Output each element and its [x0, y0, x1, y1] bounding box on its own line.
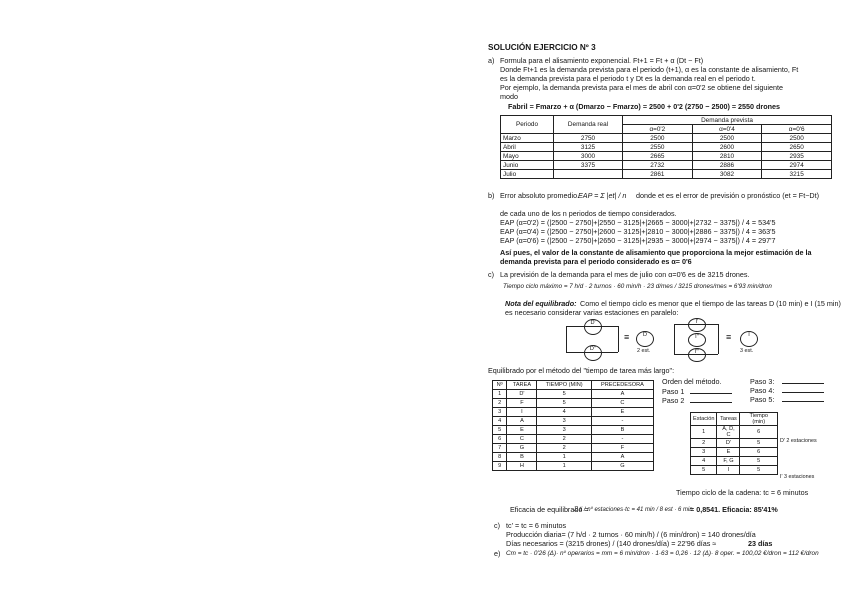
- cell: 5: [537, 390, 591, 399]
- row-period: Julio: [501, 170, 554, 179]
- cell: A, D, C: [717, 426, 740, 439]
- station-table: [690, 412, 778, 475]
- cell: B: [507, 453, 537, 462]
- row-f2: 2810: [692, 152, 762, 161]
- table-row: [691, 426, 778, 439]
- order-paso4: Paso 4:: [750, 386, 775, 395]
- station-d-top: D': [584, 319, 602, 335]
- cell: -: [591, 435, 653, 444]
- cell: 5: [691, 466, 717, 475]
- table-row: [493, 408, 654, 417]
- cell: 6: [740, 426, 778, 439]
- cell: 3: [537, 426, 591, 435]
- task-col-task: TAREA: [507, 381, 537, 390]
- order-title: Orden del método.: [662, 377, 722, 386]
- part-b-formula: EAP = Σ |et| / n: [578, 191, 627, 200]
- part-a-line2: Donde Ft+1 es la demanda prevista para el periodo (t+1), α es la constante de alisamiento, Ft: [500, 65, 799, 74]
- table-row: [501, 152, 832, 161]
- part-b-conclusion2: demanda prevista para el periodo considerado es α= 0'6: [500, 257, 692, 266]
- row-period: Abril: [501, 143, 554, 152]
- i-stations-label: 3 est.: [740, 348, 754, 354]
- cell: D': [717, 439, 740, 448]
- order-paso5: Paso 5:: [750, 395, 775, 404]
- cell: 4: [537, 408, 591, 417]
- cell: G: [591, 462, 653, 471]
- row-f1: 2665: [623, 152, 693, 161]
- table-row: [501, 170, 832, 179]
- cell: B: [591, 426, 653, 435]
- task-table: [492, 380, 654, 471]
- nota-line2: es necesario considerar varias estaciones en paralelo:: [505, 308, 679, 317]
- d-stations-label: 2 est.: [637, 348, 651, 354]
- row-f2: 2500: [692, 134, 762, 143]
- row-real: [554, 170, 623, 179]
- cell: -: [591, 417, 653, 426]
- row-f3: 2974: [762, 161, 832, 170]
- part-b-conclusion1: Así pues, el valor de la constante de alisamiento que proporciona la mejor estimación de la: [500, 248, 812, 257]
- table-row: [493, 417, 654, 426]
- table-row: [493, 444, 654, 453]
- cell: G: [507, 444, 537, 453]
- cell: 7: [493, 444, 507, 453]
- cell: 1: [537, 453, 591, 462]
- cell: 2: [537, 435, 591, 444]
- order-paso1: Paso 1: [662, 387, 685, 396]
- cell: 5: [493, 426, 507, 435]
- cell: 5: [740, 457, 778, 466]
- i-line-left: [674, 324, 675, 354]
- row-period: Mayo: [501, 152, 554, 161]
- tiempo-ciclo-formula: Tiempo ciclo máximo = 7 h/d · 2 turnos · 60 min/h · 23 d/mes / 3215 drones/mes = 6'93 min/dron: [503, 283, 772, 290]
- cell: 2: [493, 399, 507, 408]
- station-i-mid: I'': [688, 333, 706, 347]
- cell: C: [507, 435, 537, 444]
- table-row: [493, 426, 654, 435]
- station-note-i: I' 3 estaciones: [780, 474, 815, 480]
- equals-sign-d: ≡: [624, 332, 630, 342]
- table-row: [691, 457, 778, 466]
- row-f1: 2500: [623, 134, 693, 143]
- task-col-time: TIEMPO (MIN): [537, 381, 591, 390]
- cell: A: [507, 417, 537, 426]
- station-i-bottom: I''': [688, 348, 706, 362]
- part-d-line3-bold: 23 días: [748, 539, 773, 548]
- cell: F: [591, 444, 653, 453]
- cell: C: [591, 399, 653, 408]
- cell: 8: [493, 453, 507, 462]
- i-line-right: [718, 324, 719, 354]
- table-row: [493, 462, 654, 471]
- part-c-label: c): [488, 270, 494, 279]
- order-paso2: Paso 2: [662, 396, 685, 405]
- cell: F: [507, 399, 537, 408]
- row-period: Junio: [501, 161, 554, 170]
- nota-line1: Como el tiempo ciclo es menor que el tiempo de las tareas D (10 min) e I (15 min): [580, 299, 841, 308]
- table-row: [501, 161, 832, 170]
- paso1-line: [690, 393, 732, 394]
- cell: 3: [493, 408, 507, 417]
- row-f2: 2886: [692, 161, 762, 170]
- task-col-num: Nº: [493, 381, 507, 390]
- cell: 1: [493, 390, 507, 399]
- table-row: [691, 466, 778, 475]
- cell: A: [591, 453, 653, 462]
- station-col-time: Tiempo (min): [740, 413, 778, 426]
- cell: 2: [537, 444, 591, 453]
- row-period: Marzo: [501, 134, 554, 143]
- part-e-line: Cm = tc · 0'26 (Δ)· nº operarios = mm = 6 min/dron · 1·63 = 0,26 · 12 (Δ)· 8 oper. = 100,02 €/dron = 112 €/dron: [506, 550, 819, 557]
- cell: 3: [537, 417, 591, 426]
- station-d-bottom: D'': [584, 345, 602, 361]
- row-f3: 2935: [762, 152, 832, 161]
- cell: I: [717, 466, 740, 475]
- part-c-line1: La previsión de la demanda para el mes de julio con α=0'6 es de 3215 drones.: [500, 270, 750, 279]
- eap-alpha-06: EAP (α=0'6) = (|2500 − 2750|+|2650 − 3125|+|2935 − 3000|+|2974 − 3375|) / 4 = 297'7: [500, 236, 776, 245]
- part-a-line4: Por ejemplo, la demanda prevista para el mes de abril con α=0'2 se obtiene del siguiente: [500, 83, 784, 92]
- part-b-line1-rest: donde et es el error de previsión o pronóstico (et = Ft−Dt): [636, 191, 819, 200]
- cell: 4: [691, 457, 717, 466]
- cell: 3: [691, 448, 717, 457]
- col-forecast: Demanda prevista: [623, 116, 832, 125]
- alpha-02: α=0'2: [623, 125, 693, 134]
- row-f2: 2600: [692, 143, 762, 152]
- nota-label: Nota del equilibrado:: [505, 299, 577, 308]
- part-d-line2: Producción diaria= (7 h/d · 2 turnos · 60 min/h) / (6 min/dron) = 140 drones/día: [506, 530, 756, 539]
- cell: I: [507, 408, 537, 417]
- table-row: [691, 448, 778, 457]
- eap-alpha-04: EAP (α=0'4) = (|2500 − 2750|+|2600 − 3125|+|2810 − 3000|+|2886 − 3375|) / 4 = 363'5: [500, 227, 776, 236]
- ciclo-cadena: Tiempo ciclo de la cadena: tc = 6 minutos: [676, 488, 809, 497]
- table-row: [493, 435, 654, 444]
- table-row: [691, 439, 778, 448]
- table-row: [493, 390, 654, 399]
- station-col-station: Estación: [691, 413, 717, 426]
- table-row: [501, 134, 832, 143]
- cell: E: [591, 408, 653, 417]
- row-real: 3000: [554, 152, 623, 161]
- part-b-label: b): [488, 191, 495, 200]
- row-f1: 2732: [623, 161, 693, 170]
- row-f1: 2861: [623, 170, 693, 179]
- part-a-label: a): [488, 56, 495, 65]
- station-i-combined: I: [740, 331, 758, 347]
- eficacia-value: = 0,8541. Eficacia: 85'41%: [690, 505, 778, 514]
- eap-alpha-02: EAP (α=0'2) = (|2500 − 2750|+|2550 − 3125|+|2665 − 3000|+|2732 − 3375|) / 4 = 534'5: [500, 218, 776, 227]
- cell: A: [591, 390, 653, 399]
- alpha-04: α=0'4: [692, 125, 762, 134]
- part-b-line1: Error absoluto promedio.: [500, 191, 580, 200]
- cell: 5: [740, 466, 778, 475]
- row-f3: 2650: [762, 143, 832, 152]
- col-period: Periodo: [501, 116, 554, 134]
- part-a-line1: Formula para el alisamiento exponencial. Ft+1 = Ft + α (Dt − Ft): [500, 56, 704, 65]
- row-f2: 3082: [692, 170, 762, 179]
- cell: 6: [740, 448, 778, 457]
- cell: F, G: [717, 457, 740, 466]
- order-paso3: Paso 3:: [750, 377, 775, 386]
- equals-sign-i: ≡: [726, 332, 732, 342]
- part-b-line2: de cada uno de los n periodos de tiempo considerados.: [500, 209, 677, 218]
- station-i-top: I': [688, 318, 706, 332]
- cell: 5: [537, 399, 591, 408]
- row-f3: 3215: [762, 170, 832, 179]
- demand-table: [500, 115, 832, 179]
- cell: E: [717, 448, 740, 457]
- table-row: [493, 399, 654, 408]
- paso3-line: [782, 383, 824, 384]
- table-row: [493, 453, 654, 462]
- cell: 6: [493, 435, 507, 444]
- solution-title: SOLUCIÓN EJERCICIO Nº 3: [488, 43, 596, 52]
- part-a-line3: es la demanda prevista para el periodo t y Dt es la demanda real en el periodo t.: [500, 74, 756, 83]
- part-d-line3: Días necesarios = (3215 drones) / (140 drones/día) = 22'96 días ≈: [506, 539, 717, 548]
- cell: H: [507, 462, 537, 471]
- paso5-line: [782, 401, 824, 402]
- heuristic-title: Equilibrado por el método del "tiempo de tarea más largo":: [488, 366, 675, 375]
- table-row: [501, 143, 832, 152]
- cell: 2: [691, 439, 717, 448]
- cell: 9: [493, 462, 507, 471]
- cell: 1: [537, 462, 591, 471]
- row-real: 2750: [554, 134, 623, 143]
- station-note-d: D' 2 estaciones: [780, 438, 817, 444]
- part-e-label: e): [494, 549, 501, 558]
- eficacia-formula: Σ ti / nº estaciones·tc = 41 min / 8 est · 6 min: [574, 507, 693, 513]
- d-line-right: [618, 326, 619, 352]
- row-f3: 2500: [762, 134, 832, 143]
- station-col-tasks: Tareas: [717, 413, 740, 426]
- part-a-formula: Fabril = Fmarzo + α (Dmarzo − Fmarzo) = 2500 + 0'2 (2750 − 2500) = 2550 drones: [508, 102, 780, 111]
- task-col-prec: PRECEDESORA: [591, 381, 653, 390]
- station-d-combined: D: [636, 331, 654, 347]
- part-d-label: c): [494, 521, 500, 530]
- col-real: Demanda real: [554, 116, 623, 134]
- cell: E: [507, 426, 537, 435]
- cell: 5: [740, 439, 778, 448]
- part-a-line5: modo: [500, 92, 518, 101]
- row-real: 3125: [554, 143, 623, 152]
- paso2-line: [690, 402, 732, 403]
- paso4-line: [782, 392, 824, 393]
- row-real: 3375: [554, 161, 623, 170]
- row-f1: 2550: [623, 143, 693, 152]
- cell: 1: [691, 426, 717, 439]
- part-d-line1: tc' = tc = 6 minutos: [506, 521, 567, 530]
- eficacia-label: Eficacia de equilibrado =: [510, 505, 589, 514]
- alpha-06: α=0'6: [762, 125, 832, 134]
- cell: 4: [493, 417, 507, 426]
- cell: D': [507, 390, 537, 399]
